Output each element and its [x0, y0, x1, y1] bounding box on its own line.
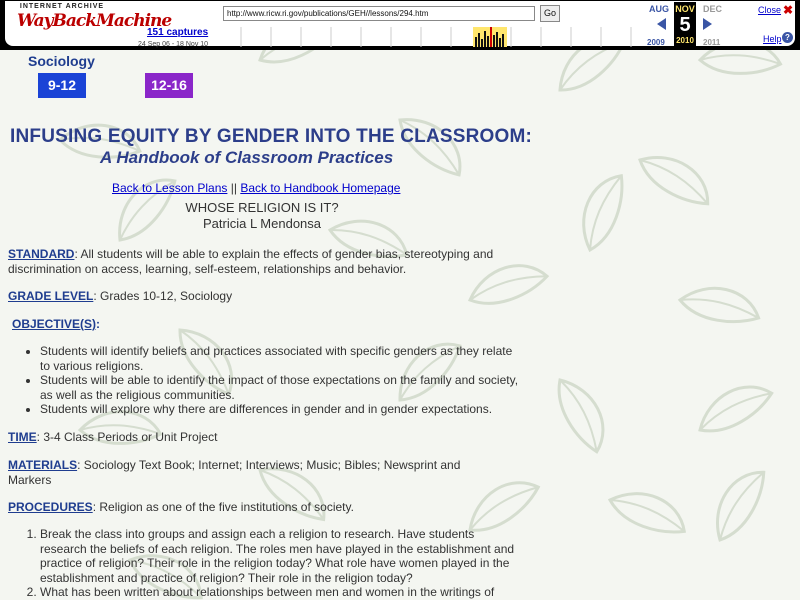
grade-level-section [8, 289, 528, 304]
close-icon[interactable]: ✖ [783, 3, 794, 17]
time-text: : 3-4 Class Periods or Unit Project [36, 430, 218, 444]
wayback-calendar-nav [645, 2, 725, 47]
wayback-captures-link[interactable]: 151 captures [147, 27, 209, 38]
wayback-day-current: 5 [679, 14, 691, 36]
list-item: 2. What has been written about relationships between men and women in the writings of [40, 585, 524, 600]
page-subtitle: A Handbook of Classroom Practices [100, 148, 394, 167]
lesson-title: WHOSE RELIGION IS IT? [185, 200, 339, 215]
standard-text: : All students will be able to explain the effects of gender bias, stereotyping and discrimination on access, learning, self-esteem, relationships and behavior. [8, 247, 494, 276]
link-separator: || [227, 181, 241, 195]
objectives-heading [12, 317, 532, 332]
time-section [8, 430, 528, 445]
time-label: TIME [8, 430, 37, 444]
objectives-label: OBJECTIVE(S) [12, 317, 97, 331]
wayback-close-link[interactable]: Close [758, 5, 782, 15]
subject-label: Sociology [28, 53, 95, 69]
wayback-current-date [674, 2, 696, 48]
wayback-go-button[interactable]: Go [540, 5, 560, 22]
list-item: • Students will be able to identify the impact of those expectations on the family and society, as well as the religious communities. [40, 373, 524, 402]
wayback-help-link[interactable]: Help [763, 34, 782, 44]
wayback-timeline-sparkline[interactable] [223, 27, 643, 47]
standard-label: STANDARD [8, 247, 75, 261]
grade-level-label: GRADE LEVEL [8, 289, 94, 303]
wayback-logo[interactable] [17, 3, 172, 41]
back-to-handbook-link[interactable]: Back to Handbook Homepage [240, 181, 401, 195]
materials-section [8, 458, 488, 488]
materials-label: MATERIALS [8, 458, 78, 472]
list-item: 1. Break the class into groups and assign each a religion to research. Have students research the beliefs of each religion. The roles men have played in the establishment and practice of religion? Their role in the religion today? What role have women played in the establishment and practice of religion? Their role in the religion today? [40, 527, 524, 585]
objectives-colon: : [96, 317, 101, 331]
procedures-text: : Religion as one of the five institutions of society. [92, 500, 354, 514]
wayback-year-prev[interactable]: 2009 [647, 38, 665, 47]
help-icon[interactable]: ? [782, 32, 793, 43]
procedures-list [24, 527, 524, 600]
wayback-toolbar [0, 0, 800, 50]
arrow-left-icon[interactable] [657, 18, 666, 30]
wayback-url-input[interactable] [223, 6, 535, 21]
materials-text: : Sociology Text Book; Internet; Interviews; Music; Bibles; Newsprint and Markers [8, 458, 461, 487]
wayback-year-next: 2011 [703, 38, 721, 47]
page-content [0, 50, 800, 600]
grade-level-text: : Grades 10-12, Sociology [93, 289, 233, 303]
back-links [112, 181, 400, 195]
wayback-month-current: NOV [675, 4, 695, 14]
back-to-lesson-plans-link[interactable]: Back to Lesson Plans [112, 181, 228, 195]
page-title: INFUSING EQUITY BY GENDER INTO THE CLASSROOM: [10, 126, 533, 147]
procedures-section [8, 500, 528, 515]
wayback-year-current: 2010 [676, 36, 694, 45]
lesson-author: Patricia L Mendonsa [202, 216, 322, 231]
wayback-toolbar-panel [5, 1, 795, 46]
grade-9-12-button[interactable]: 9-12 [38, 73, 86, 98]
wayback-logo-top: INTERNET ARCHIVE [19, 3, 105, 10]
wayback-logo-main: WayBackMachine [17, 11, 172, 31]
wayback-capture-range: 24 Sep 06 - 18 Nov 10 [138, 41, 209, 48]
wayback-month-next: DEC [703, 4, 723, 14]
arrow-right-icon[interactable] [703, 18, 712, 30]
standard-section [8, 247, 528, 277]
list-item: • Students will explore why there are differences in gender and in gender expectations. [40, 402, 524, 417]
objectives-list [24, 344, 524, 417]
grade-12-16-button[interactable]: 12-16 [145, 73, 193, 98]
procedures-label: PROCEDURES [8, 500, 93, 514]
wayback-month-prev[interactable]: AUG [649, 4, 669, 14]
list-item: • Students will identify beliefs and practices associated with specific genders as they relate to various religions. [40, 344, 524, 373]
